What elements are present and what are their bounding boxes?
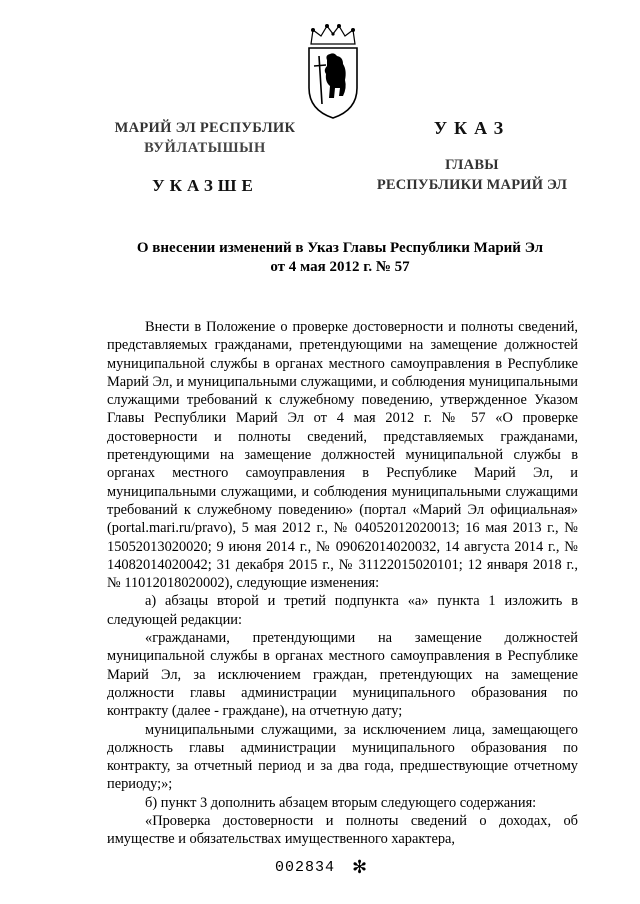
paragraph-item-a: а) абзацы второй и третий подпункта «а» пункта 1 изложить в следующей редакции:: [107, 593, 578, 628]
paragraph-quote-1: «гражданами, претендующими на замещение должностей муниципальной службы в органах местного самоуправления в Республике Марий Эл, за исключением граждан, претендующих на замещение должности главы администрации муниципального образования по контракту (далее - граждане), на отчетную дату;: [107, 630, 578, 720]
paragraph-quote-2: муниципальными служащими, за исключением лица, замещающего должность главы администрации муниципального образования по контракту, за отчетный период и за два года, предшествующие отчетному периоду;»;: [107, 721, 578, 793]
decree-label-ru: УКАЗ: [433, 118, 511, 138]
coat-of-arms-icon: [303, 22, 363, 122]
republic-name-ru: РЕСПУБЛИКИ МАРИЙ ЭЛ: [376, 177, 568, 193]
document-body: [107, 318, 578, 849]
paragraph-intro: Внести в Положение о проверке достоверности и полноты сведений, представляемых гражданами, претендующими на замещение должностей муниципальной службы в органах местного самоуправления в Республике Марий Эл, и муниципальными служащими, и соблюдения муниципальными служащими требований к служебному поведению, утвержденное Указом Главы Республики Марий Эл от 4 мая 2012 г. № 57 «О проверке достоверности и полноты сведений, представляемых гражданами, претендующими на замещение должностей муниципальной службы в органах местного самоуправления в Республике Марий Эл, и муниципальными служащими, и соблюдения муниципальными служащими требований к служебному поведению» (портал «Марий Эл официальная» (portal.mari.ru/pravo), 5 мая 2012 г., № 04052012020013; 16 мая 2013 г., № 15052013020020; 9 июня 2014 г., № 09062014020032, 14 августа 2014 г., № 14082014020042; 31 декабря 2015 г., № 31122015020101; 12 января 2018 г., № 11012018020002), следующие изменения:: [107, 319, 578, 592]
title-line-2: от 4 мая 2012 г. № 57: [270, 259, 410, 275]
serial-number: 002834: [275, 859, 336, 876]
footer-mark: ✻: [352, 857, 368, 878]
paragraph-item-b: б) пункт 3 дополнить абзацем вторым следующего содержания:: [145, 794, 537, 811]
paragraph-quote-3: «Проверка достоверности и полноты сведений о доходах, об имуществе и обязательствах имущественного характера,: [107, 813, 578, 848]
head-title-ru: ГЛАВЫ: [445, 157, 499, 173]
decree-label-mari: УКАЗШЕ: [152, 176, 258, 195]
republic-name-mari: МАРИЙ ЭЛ РЕСПУБЛИК: [114, 120, 296, 136]
header-right-block: [352, 118, 592, 195]
document-title: [100, 239, 580, 277]
header-left-block: [100, 118, 310, 196]
title-line-1: О внесении изменений в Указ Главы Республики Марий Эл: [136, 240, 544, 256]
head-title-mari: ВУЙЛАТЫШЫН: [144, 140, 266, 156]
